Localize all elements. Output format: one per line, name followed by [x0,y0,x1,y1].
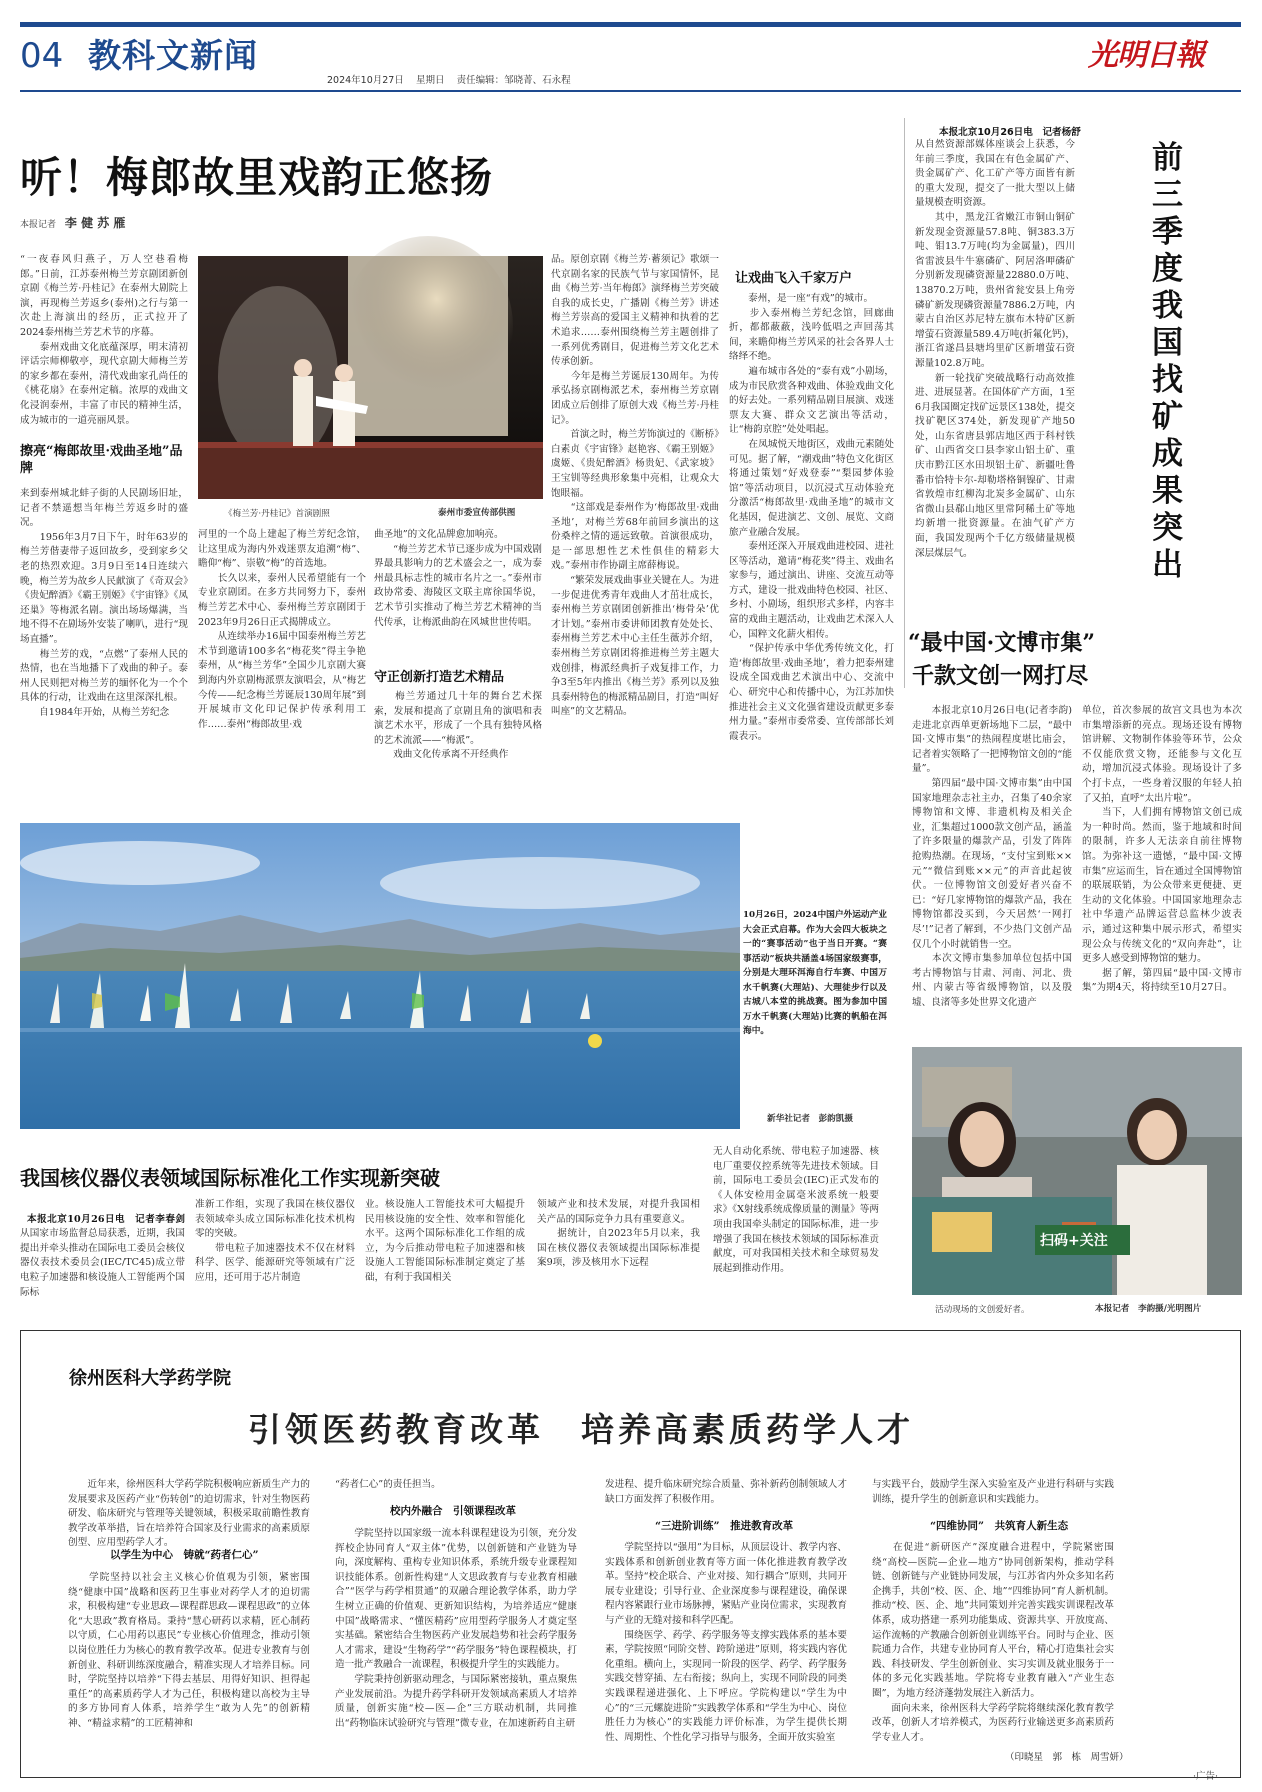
instruments-col1 [20,1198,185,1318]
museum-col2: 单位，首次参展的故宫文具也为本次市集增添新的亮点。现场还设有博物馆讲解、文物制作体验等环节，公众不仅能欣赏文物，还能参与文化互动，增加沉浸式体验。现场设计了多个打卡点，一些身着汉服的年轻人拍了又拍，直呼“太出片啦”。 当下，人们拥有博物馆文创已成为一种时尚。然而，鉴于地域和时间的限制，许多人无法亲自前往博物馆。为弥补这一遗憾，“最中国·文博市集”应运而生，旨在通过全国博物馆的联展联销，为公众带来更便捷、更生动的文化体验。中国国家地理杂志社中华遗产品牌运营总监林少波表示，通过这种集中展示形式，希望实现公众与传统文化的“双向奔赴”，让更多人感受到博物馆的魅力。 据了解，第四届“最中国·文博市集”为期4天，将持续至10月27日。 [1082,705,1242,994]
sailing-caption: 10月26日，2024中国户外运动产业大会正式启幕。作为大会四大板块之一的“赛事活动”也于当日开赛。“赛事活动”板块共涵盖4场国家级赛事，分别是大理环洱海自行车赛、中国万水千帆赛(大理站)、大理徒步行以及古城八本堂的挑战赛。图为参加中国万水千帆赛(大理站)比赛的帆船在洱海中。 [743,910,887,1036]
advert-col3: 学院坚持以“强用”为目标，从顶层设计、教学内容、实践体系和创新创业教育等方面一体化推进教育教学改革。坚持“校企联合、产业对接、知行耦合”原则，共同开展专业建设；引导行业、企业深度参与课程建设，确保课程内容紧跟行业市场脉搏，紧贴产业岗位需求，实现教育与产业的无缝对接和科学匹配。 围绕医学、药学、药学服务等支撑实践体系的基本要素，学院按照“同阶交替、跨阶递进”原则，将实践内容优化重组。横向上，实现同一阶段的医学、药学、药学服务实践交替穿插、左右衔接；纵向上，实现不同阶段的同类实践课程递进强化、上下呼应。学院构建以“学生为中心”的“三元螺旋进阶”实践教学体系和“学生为中心、岗位胜任力为核心”的实践能力评价标准，为学生提供长期性、周期性、个性化学习指导与服务，全面开放实验室 [605,1542,847,1743]
mei-col1b: 来到泰州城北蚌子街的人民剧场旧址，记者不禁遥想当年梅兰芳返乡时的盛况。 1956年3月7日下午，时年63岁的梅兰芳偕妻带子返回故乡，受到家乡父老的热烈欢迎。3月9日至14日连续六晚，梅兰芳为故乡人民献演了《奇双会》《贵妃醉酒》《霸王别姬》《宇宙锋》《凤还巢》等梅派名剧。演出场场爆满，当地不得不在剧场外安装了喇叭，进行“现场直播”。 梅兰芳的戏，“点燃”了泰州人民的热情，也在当地播下了戏曲的种子。泰州人民则把对梅兰芳的缅怀化为一个个具体的行动，让戏曲在这里深深扎根。 自1984年开始，从梅兰芳纪念 [20,488,188,718]
qr-sign-text: 扫码+关注 [1040,1233,1108,1249]
instruments-col3: 业。核设施人工智能技术可大幅提升民用核设施的安全性、效率和智能化水平。这两个国际标准化工作组的成立，为今后推动带电粒子加速器和核设施人工智能国际标准制定奠定了基础，有利于我国相关 [365,1199,525,1283]
museum-col1: 本报北京10月26日电(记者李韵)走进北京西单更新场地下二层，“最中国·文博市集”的热闹程度堪比庙会，记者着实领略了一把博物馆文创的“能量”。 第四届“最中国·文博市集”由中国国家地理杂志社主办，召集了40余家博物馆和文博、非遗机构及相关企业，汇集超过1000款文创产品，涵盖了许多限量的爆款产品，引发了阵阵抢购热潮。在现场，“支付宝到账××元”“微信到账××元”的声音此起彼伏。一位博物馆文创爱好者兴奋不已：“好几家博物馆的爆款产品，我在博物馆都没买到，今天居然‘一网打尽’!”记者了解到，不少热门文创产品仅几个小时就销售一空。 本次文博市集参加单位包括中国考古博物馆与甘肃、河南、河北、贵州、内蒙古等省级博物馆，以及殷墟、良渚等多处世界文化遗产 [912,705,1072,1008]
instruments-dateline: 本报北京10月26日电 记者李春剑 [27,1213,186,1225]
advert-title: 引领医药教育改革 培养高素质药学人才 [248,1410,914,1449]
mei-col1a: “一夜春风归燕子，万人空巷看梅郎。”日前，江苏泰州梅兰芳京剧团新创京剧《梅兰芳·丹桂记》在泰州大剧院上演，再现梅兰芳返乡(泰州)之行与第一次赴上海演出的经历，正式拉开了2024泰州梅兰芳艺术节的序幕。 泰州戏曲文化底蕴深厚，明末清初评话宗师柳敬亭，现代京剧大师梅兰芳的家乡都在泰州，清代戏曲家孔尚任的《桃花扇》在泰州定稿。浓厚的戏曲文化浸润泰州，丰富了市民的精神生活，成为城市的一道亮丽风景。 [20,254,188,426]
sailing-photo-art [20,823,740,1129]
advert-org: 徐州医科大学药学院 [69,1368,231,1389]
sailing-photo [20,823,740,1129]
issue-date: 2024年10月27日 [327,75,404,86]
mine-dateline: 本报北京10月26日电 记者杨舒 [939,127,1081,138]
advert-col1b: 学院坚持以社会主义核心价值观为引领，紧密围绕“健康中国”战略和医药卫生事业对药学人才的迫切需求，积极构建“专业思政—课程群思政—课程思政”的立体化“大思政”教育格局。秉持“慧心研药以求精，匠心制药以守质，仁心用药以惠民”专业核心价值理念，推动引领以岗位胜任力为核心的教育教学改革。促进专业教育与创新创业、科研训练深度融合，精准实现人才培养目标。同时，学院坚持以培养“下得去基层、用得好知识、担得起重任”的高素质药学人才为己任，积极构建以高校为主导的多方协同育人体系，培养学生“敢为人先”的创新精神、“精益求精”的工匠精神和 [68,1572,310,1729]
stage-photo-art [198,256,543,499]
advert-sub3: “三进阶训练” 推进教育改革 [655,1520,794,1532]
byline-names: 李 健 苏 雁 [64,216,126,230]
advert-footer-credit: （印晓星 郭 栋 周雪妍） [1005,1752,1129,1763]
subhead-mei-2: 守正创新打造艺术精品 [374,670,505,685]
mine-text: 从自然资源部媒体座谈会上获悉，今年前三季度，我国在有色金属矿产、贵金属矿产、化工矿产等方面皆有新的重大发现，提交了一批大型以上储量规模查明资源。 其中，黑龙江省嫩江市铜山铜矿新发现金资源量57.8吨、铜383.3万吨、钼13.7万吨(均为金属量)，四川省雷波县牛牛寨磷矿、阿居洛呷磷矿分别新发现磷资源量22880.0万吨、13870.2万吨，贵州省瓮安县上角旁磷矿新发现磷资源量7886.2万吨，内蒙古自治区苏尼特左旗布木特矿区新增萤石资源量589.4万吨(折氟化钙)，浙江省遂昌县塘坞里矿区新增萤石资源量102.8万吨。 新一轮找矿突破战略行动高效推进、进展显著。在国体矿产方面，1至6月我国圈定找矿远景区138处，提交找矿靶区374处，新发现矿产地50处，山东省唐县郭店地区西于科村铁矿、山西省交口县李家山铝土矿、重庆市黔江区水田坝铝土矿、新疆吐鲁番市恰特卡尔-却勒塔格铜镍矿、甘肃省敦煌市红柳沟北炭多金属矿、山东省微山县郗山地区里常阿稀土矿等地均新增一批资源量。在油气矿产方面，我国发现两个千亿方级储量规模深层煤层气。 [915,139,1075,559]
advert-col4: 在促进“新研医产”深度融合进程中，学院紧密围绕“高校—医院—企业—地方”协同创新架构，推动学科链、创新链与产业链协同发展，与江苏省内外众多知名药企携手，共创“校、医、企、地”“四维协同”育人新机制。推动“校、医、企、地”共同策划并完善实践实训课程改革体系，成功搭建一系列功能集成、资源共享、开放度高、运作流畅的产教融合创新创业训练平台。同时与企业、医院通力合作，共建专业协同育人平台，精心打造集社会实践、科技研发、学生创新创业、实习实训及就业服务于一体的多元化实践基地。学院将专业教育融入“产业生态圈”，为地方经济蓬勃发展注入新活力。 面向未来，徐州医科大学药学院将继续深化教育教学改革，创新人才培养模式，为医药行业输送更多高素质药学专业人才。 [872,1542,1114,1743]
instruments-col4: 领域产业和技术发展，对提升我国相关产品的国际竞争力具有重要意义。 据统计，自2023年5月以来，我国在核仪器仪表领域提出国际标准提案9项，涉及核用水下远程 [537,1199,700,1269]
mine-headline: 前三季度我国找矿成果突出 [1152,140,1183,583]
museum-headline-1: “最中国·文博市集” [908,630,1095,656]
instruments-col5: 无人自动化系统、带电粒子加速器、核电厂重要仪控系统等先进技术领域。目前，国际电工委员会(IEC)正式发布的《人体安检用金属毫米波系统一般要求》《X射线系统成像质量的测量》等两项由我国牵头制定的国际标准，进一步增强了我国在核技术领域的国际标准贡献度，可对我国相关技术和全球贸易发展起到推动作用。 [713,1146,879,1274]
header-meta [327,72,571,86]
museum-photo [912,1047,1242,1295]
subhead-mei-3: 让戏曲飞入千家万户 [735,271,853,286]
sailing-credit: 新华社记者 彭韵凯摄 [767,1114,853,1124]
stage-photo [198,256,543,499]
museum-photo-credit: 本报记者 李韵摄/光明图片 [1095,1304,1202,1314]
page-number: 04 [20,36,64,76]
advert-col2: 学院坚持以国家级一流本科课程建设为引领，充分发挥校企协同育人“双主体”优势，以创新链和产业链为导向，深度解构、重构专业知识体系，系统升级专业课程知识技能体系。创新性构建“人文思政教育与专业教育相融合”“医学与药学相贯通”的双融合理论教学体系，助力学生树立正确的价值观、更新知识结构，为培养适应“健康中国”战略需求、“懂医精药”应用型药学服务人才奠定坚实基础。紧密结合生物医药产业发展趋势和社会药学服务人才需求，建设“生物药学”“药学服务”特色课程模块，打造一批产教融合一流课程，积极提升学生的实践能力。 学院秉持创新驱动理念，与国际紧密接轨，重点聚焦产业发展前沿。为提升药学科研开发领域高素质人才培养质量，创新实施“校—医—企”三方联动机制，共同推出“药物临床试验研究与管理”微专业，在加速新药自主研 [335,1528,577,1729]
byline-mei [20,214,125,231]
museum-photo-art [912,1047,1242,1295]
advert-sub4: “四维协同” 共筑育人新生态 [930,1520,1069,1532]
museum-headline-2: 千款文创一网打尽 [912,663,1089,689]
mei-col3b: 梅兰芳通过几十年的舞台艺术探索，发展和提高了京剧且角的演唱和表演艺术水平，形成了一个具有独特风格的艺术流派——“梅派”。 戏曲文化传承离不开经典作 [374,691,542,761]
brand-logo: 光明日報 [1088,38,1204,73]
advert-sub1: 以学生为中心 铸就“药者仁心” [110,1549,259,1561]
column-divider [904,118,905,688]
editors: 责任编辑：邹晓菁、石永程 [456,75,571,86]
mei-col5: 泰州，是一座“有戏”的城市。 步入泰州梅兰芳纪念馆，回廊曲折，都都蔽蔽，浅吟低唱之声回荡其间，来瞻仰梅兰芳风采的社会各界人士络绎不绝。 遍布城市各处的“泰有戏”小剧场，成为市民欣赏各种戏曲、体验戏曲文化的好去处。一系列精品剧目展演、戏迷票友大赛、群众文艺演出等活动，让“梅韵京腔”处处唱起。 在凤城悦天地街区，戏曲元素随处可见。据了解，“潮戏曲”特色文化街区将通过策划“好戏登泰”“梨园梦体验馆”等活动项目，以沉浸式互动体验充分激活“梅郎故里·戏曲圣地”的城市文化基因，促进演艺、文创、展览、文商旅产业融合发展。 泰州还深入开展戏曲进校园、进社区等活动，邀请“梅花奖”得主、戏曲名家参与，通过演出、讲座、交流互动等方式，建设一批戏曲特色校园、社区、乡村、小剧场，组织形式多样，内容丰富的戏曲主题活动，让戏曲艺术深入人心，国粹文化薪火相传。 “保护传承中华优秀传统文化，打造‘梅郎故里·戏曲圣地’，着力把泰州建设成全国戏曲艺术演出中心、交流中心、研究中心和传播中心，为江苏加快推进社会主义文化强省建设贡献更多泰州力量。”泰州市委常委、宣传部部长刘霞表示。 [729,293,894,742]
advert-tag: ·广告· [1193,1771,1219,1782]
mei-col2: 河里的一个岛上建起了梅兰芳纪念馆，让这里成为海内外戏迷票友追溯“梅”、瞻仰“梅”、崇敬“梅”的首选地。 长久以来，泰州人民希望能有一个专业京剧团。在多方共同努力下，泰州梅兰芳艺术中心、泰州梅兰芳京剧团于2023年9月26日正式揭牌成立。 从连续举办16届中国泰州梅兰芳艺术节到邀请100多名“梅花奖”得主争艳泰州，从“梅兰芳华”全国少儿京剧大赛到海内外京剧梅派票友演唱会，从“梅艺今传——纪念梅兰芳诞辰130周年展”到开展城市文化印记保护传承利用工作……泰州“梅郎故里·戏 [198,529,366,730]
section-title: 教科文新闻 [88,36,258,75]
advert-col4a: 与实践平台，鼓励学生深入实验室及产业进行科研与实践训练，提升学生的创新意识和实践能力。 [872,1479,1114,1505]
headline-mei: 听！梅郎故里戏韵正悠扬 [20,153,494,202]
advert-sub2: 校内外融合 引领课程改革 [390,1505,516,1517]
mei-col4: 品。原创京剧《梅兰芳·蓄须记》歌颂一代京剧名家的民族气节与家国情怀，昆曲《梅兰芳·当年梅郎》演绎梅兰芳突破自我的成长史，广播剧《梅兰芳》讲述梅兰芳崇高的爱国主义精神和执着的艺术追求……泰州围绕梅兰芳主题创排了一系列优秀剧目，促进梅兰芳文化艺术传承创新。 今年是梅兰芳诞辰130周年。为传承弘扬京剧梅派艺术，泰州梅兰芳京剧团成立后创排了原创大戏《梅兰芳·丹桂记》。 首演之时，梅兰芳饰演过的《断桥》白素贞《宇宙锋》赵艳容、《霸王别姬》虞姬、《贵妃醉酒》杨贵妃、《武家坡》王宝钏等经典形象集中亮相，让观众大饱眼福。 “这部戏是泰州作为‘梅郎故里·戏曲圣地’，对梅兰芳68年前回乡演出的这份桑梓之情的遥远致敬。首演很成功，是一部思想性艺术性俱佳的精彩大戏。”泰州市作协副主席薛梅说。 “繁荣发展戏曲事业关键在人。为进一步促进优秀青年戏曲人才茁壮成长，泰州梅兰芳京剧团创新推出‘梅骨朵’优才计划。”泰州市委讲师团教育处处长、泰州梅兰芳艺术中心主任生薇苏介绍，泰州梅兰芳京剧团将推进梅兰芳主题大戏创排，梅派经典折子戏复排工作，力争3至5年内推出《梅兰芳》系列以及独具泰州特色的梅派精品剧目，打造“叫好叫座”的文艺精品。 [551,254,719,718]
byline-label: 本报记者 [20,220,57,230]
masthead-rule [20,90,1241,92]
weekday: 星期日 [415,75,445,86]
instruments-headline: 我国核仪器仪表领域国际标准化工作实现新突破 [20,1166,440,1190]
advert-col2a: “药者仁心”的责任担当。 [335,1479,441,1490]
stage-photo-credit: 泰州市委宣传部供图 [438,508,516,518]
stage-photo-caption: 《梅兰芳·丹桂记》首演剧照 [224,509,330,519]
top-rule [20,22,1241,27]
museum-photo-caption: 活动现场的文创爱好者。 [935,1305,1030,1315]
instruments-col2: 准新工作组，实现了我国在核仪器仪表领域牵头成立国际标准化技术机构零的突破。 带电粒子加速器技术不仅在材料科学、医学、能源研究等领域有广泛应用，还可用于芯片制造 [195,1199,355,1283]
advert-col3a: 发进程、提升临床研究综合质量、弥补新药创制领域人才缺口方面发挥了积极作用。 [605,1479,847,1505]
subhead-mei-1: 擦亮“梅郎故里·戏曲圣地”品牌 [20,444,183,476]
advert-col1: 近年来，徐州医科大学药学院积极响应新质生产力的发展要求及医药产业“伤转创”的迫切需求，针对生物医药研发、临床研究与管理等关键领域，积极采取前瞻性教育教学改革举措，旨在培养符合国家及行业需求的高素质原创型、应用型药学人才。 [68,1479,310,1549]
mei-col3: 曲圣地”的文化品牌愈加响亮。 “梅兰芳艺术节已逐步成为中国戏剧界最具影响力的艺术盛会之一，成为泰州最具标志性的城市名片之一。”泰州市政协常委、海陵区文联主席徐国华说，艺术节引实推动了梅兰芳艺术精神的当代传承，让梅派曲韵在风城世世传唱。 [374,529,542,628]
instruments-col1-text: 从国家市场监督总局获悉，近期，我国提出并牵头推动在国际电工委员会核仪器仪表技术委员会(IEC/TC45)成立带电粒子加速器和核设施人工智能两个国际标 [20,1228,185,1298]
